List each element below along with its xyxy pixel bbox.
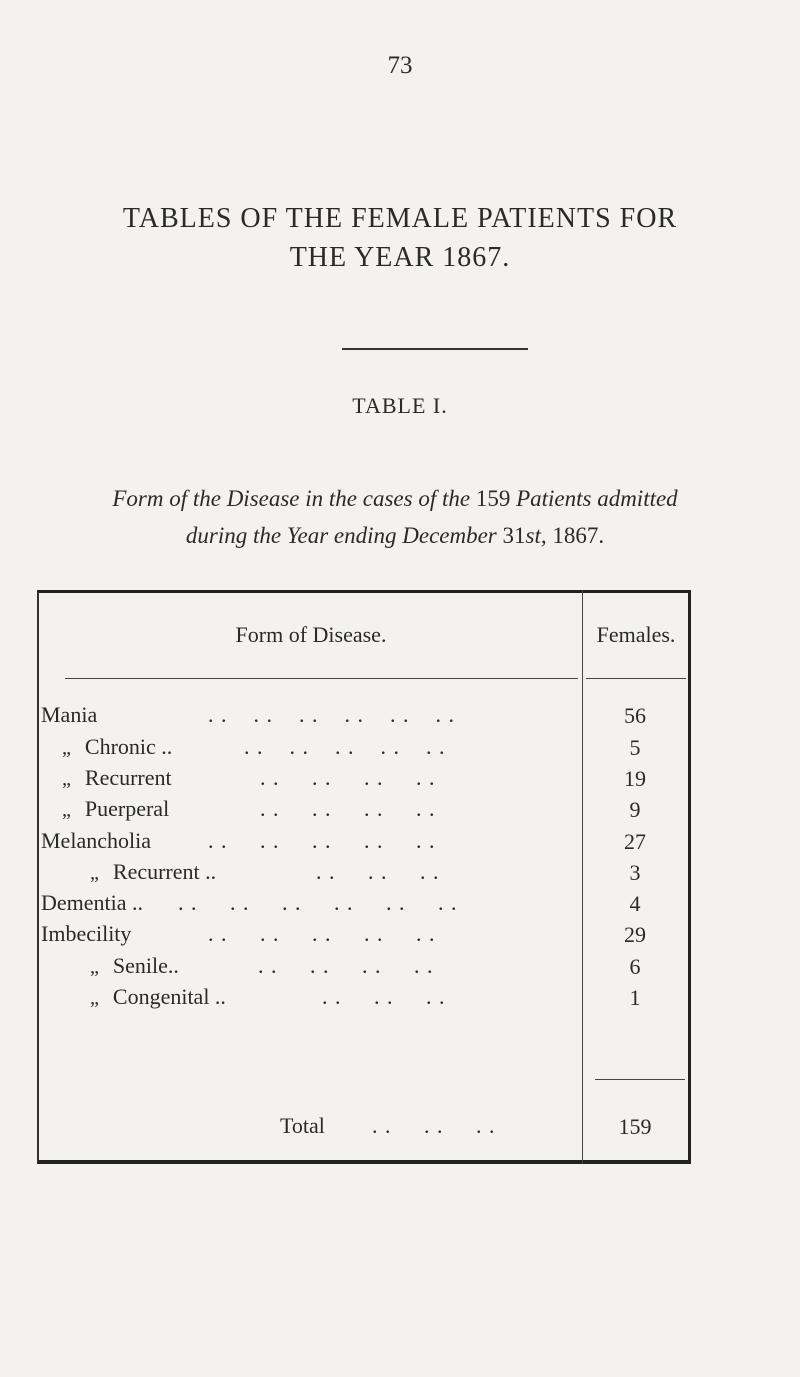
row-label [90,859,216,885]
column-header-disease: Form of Disease. [235,622,387,647]
header-rule [586,678,686,679]
caption-text: during the Year ending December [185,523,497,548]
row-label [41,702,97,728]
ditto-mark: „ [62,768,71,790]
disease-name: Recurrent [84,765,172,790]
females-count: 19 [624,766,646,791]
leader-dots: . . . . . . . . [260,765,436,790]
row-label [62,734,172,760]
table-heading: TABLE I. [352,393,448,418]
females-count: 29 [624,922,646,947]
table-caption [30,480,760,554]
disease-name: Recurrent .. [112,859,217,884]
leader-dots: . . . . . . . . . . [244,734,446,759]
females-count: 5 [629,735,641,760]
caption-text: Patients admitted [516,486,678,511]
leader-dots: . . . . . . . . . . . . [208,702,455,727]
leader-dots: . . . . . . [372,1113,496,1138]
disease-name: Chronic .. [84,734,173,759]
row-label [62,765,172,791]
leader-dots: . . . . . . . . [258,953,434,978]
ditto-mark: „ [90,987,99,1009]
page-title [40,199,760,277]
header-rule [65,678,578,679]
females-count: 56 [624,703,646,728]
females-count: 3 [629,860,641,885]
caption-text: st, [525,523,547,548]
ditto-mark: „ [62,799,71,821]
disease-name: Congenital .. [112,984,226,1009]
females-count: 4 [629,891,641,916]
page-title-line-2: THE YEAR 1867. [289,242,511,273]
females-count: 6 [629,954,641,979]
caption-text: of the [163,486,227,511]
leader-dots: . . . . . . . . . . [208,921,436,946]
leader-dots: . . . . . . [322,984,446,1009]
row-label [41,890,143,916]
total-label: Total [280,1113,325,1138]
disease-name: Puerperal [84,796,170,821]
disease-name: Mania [41,702,98,727]
caption-text: Form [112,486,164,511]
total-rule [595,1079,685,1080]
ditto-mark: „ [90,862,99,884]
caption-text: Disease in the cases of the [226,486,471,511]
row-label [41,921,131,947]
leader-dots: . . . . . . . . . . . . [178,890,458,915]
title-divider [342,348,528,350]
females-count: 1 [629,985,641,1010]
column-divider [582,590,583,1164]
caption-line-1 [30,480,760,517]
page-title-line-1: TABLES OF THE FEMALE PATIENTS FOR [122,203,678,234]
leader-dots: . . . . . . . . . . [208,828,436,853]
disease-name: Melancholia [41,828,151,853]
row-label [90,984,226,1010]
disease-name: Imbecility [41,921,132,946]
leader-dots: . . . . . . [316,859,440,884]
leader-dots: . . . . . . . . [260,796,436,821]
females-count: 9 [629,797,641,822]
page-number: 73 [387,52,413,79]
caption-number: 159 [470,486,517,511]
ditto-mark: „ [90,956,99,978]
caption-number: 1867. [546,523,605,548]
row-label [62,796,169,822]
caption-line-2 [30,517,760,554]
females-count: 27 [624,829,646,854]
total-value: 159 [618,1114,652,1139]
row-label [41,828,151,854]
disease-name: Dementia .. [41,890,144,915]
ditto-mark: „ [62,737,71,759]
caption-number: 31 [496,523,526,548]
row-label [90,953,179,979]
disease-name: Senile.. [112,953,179,978]
column-header-females: Females. [596,622,676,647]
